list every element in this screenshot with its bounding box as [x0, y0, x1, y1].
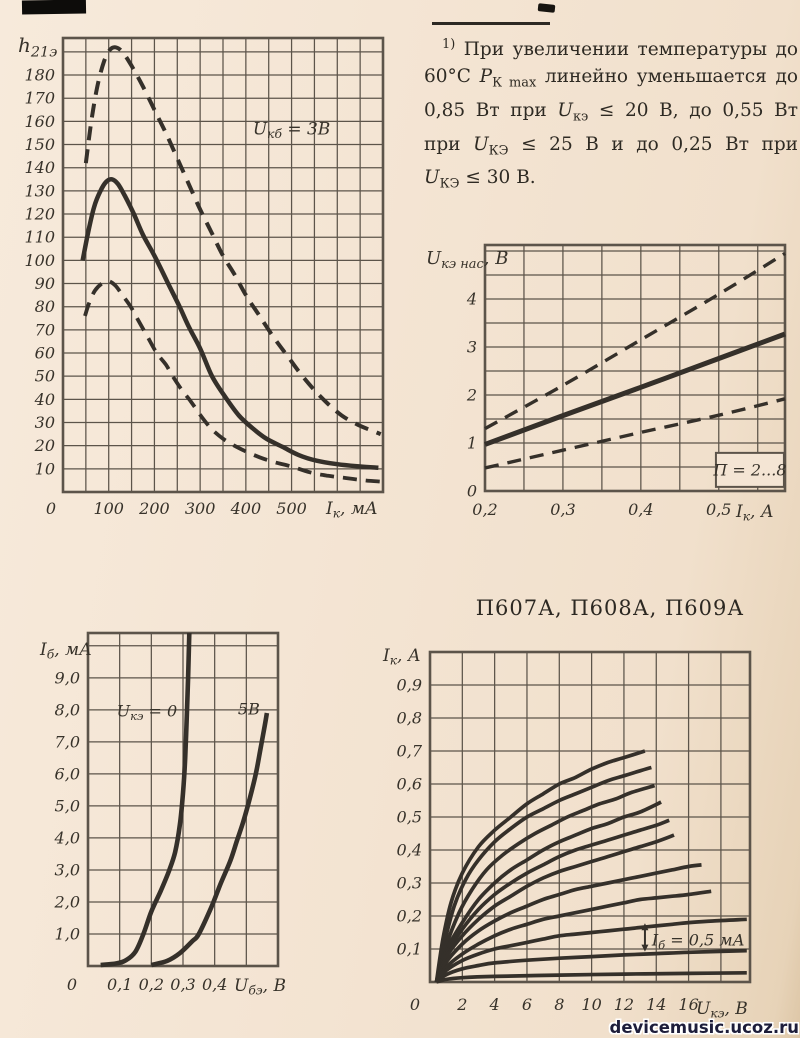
x-tick-label: 0,2	[472, 500, 498, 519]
watermark: devicemusic.ucoz.ru	[609, 1018, 799, 1037]
x-axis-label: $I_к$, мА	[326, 499, 378, 521]
y-tick-label: 0,4	[396, 840, 422, 860]
y-tick-label: 8,0	[54, 700, 80, 720]
curve-min	[85, 281, 381, 481]
chart-ik-vs-uke	[382, 646, 750, 1021]
y-tick-label: 90	[34, 274, 55, 294]
chart-ukenas-vs-ik	[426, 245, 787, 524]
chart-h21e-vs-ik	[18, 33, 383, 521]
x-tick-label: 0	[45, 499, 57, 518]
x-axis-label: $U_{бэ}$, В	[234, 976, 286, 998]
y-tick-label: 0,2	[396, 906, 422, 926]
y-tick-label: 0,3	[396, 873, 422, 893]
y-tick-label: 180	[24, 65, 55, 85]
x-tick-label: 100	[93, 499, 124, 518]
x-tick-label: 0,3	[170, 975, 196, 994]
x-tick-label: 0,2	[138, 975, 165, 994]
annotation-label: $U_{кб} = 3В$	[252, 119, 331, 142]
y-tick-label: 6,0	[54, 764, 80, 784]
y-tick-label: 0	[466, 481, 477, 501]
y-tick-label: 2	[466, 385, 477, 405]
footnote-line: при $U_{КЭ} \le 25$ В и до 0,25 Вт при	[424, 133, 798, 159]
y-tick-label: 1	[466, 433, 477, 453]
x-tick-label: 0,4	[628, 500, 654, 519]
y-tick-label: 0,8	[396, 708, 422, 728]
y-tick-label: 3	[466, 337, 477, 357]
y-tick-label: 80	[34, 297, 55, 317]
y-tick-label: 30	[34, 413, 55, 433]
y-axis-label: $I_б$, мА	[40, 640, 92, 662]
x-axis-label: $U_{кэ}$, В	[696, 999, 748, 1021]
x-tick-label: 0	[409, 995, 421, 1014]
y-tick-label: 5,0	[54, 796, 80, 816]
x-tick-label: 10	[581, 995, 602, 1014]
footnote-line: $U_{КЭ} \le 30$ В.	[424, 167, 536, 192]
y-tick-label: 10	[34, 459, 55, 479]
y-tick-label: 2,0	[54, 892, 80, 912]
x-tick-label: 200	[139, 499, 170, 518]
y-tick-label: 150	[24, 135, 55, 155]
page-title: П607А, П608А, П609А	[475, 596, 745, 620]
annotation-label: $I_б = 0,5$ мА	[651, 930, 745, 952]
y-tick-label: 3,0	[54, 860, 80, 880]
x-tick-label: 0,5	[706, 500, 732, 519]
y-tick-label: 0,5	[396, 807, 422, 827]
x-tick-label: 0,4	[201, 975, 228, 994]
curve-Ib=4.0mA	[436, 786, 654, 982]
y-tick-label: 1,0	[54, 924, 80, 944]
y-tick-label: 4,0	[54, 828, 80, 848]
annotation-label: $U_{кэ} = 0$	[116, 701, 178, 723]
y-tick-label: 7,0	[54, 732, 80, 752]
x-tick-label: 500	[276, 499, 307, 518]
y-tick-label: 110	[24, 227, 55, 247]
y-tick-label: 0,9	[396, 675, 422, 695]
x-tick-label: 12	[613, 995, 635, 1014]
curve-max	[485, 253, 785, 428]
x-axis-label: $I_к$, А	[736, 502, 774, 524]
y-tick-label: 4	[466, 289, 477, 309]
footnote-line: $^{1)}$ При увеличении температуры до	[442, 37, 798, 61]
x-tick-label: 0	[66, 975, 78, 994]
arrow-head-down	[641, 945, 648, 952]
y-tick-label: 140	[24, 158, 55, 178]
y-tick-label: 70	[34, 320, 55, 340]
y-tick-label: 0,7	[396, 741, 422, 761]
y-tick-label: 40	[34, 389, 55, 409]
y-tick-label: 100	[24, 250, 55, 270]
footnote-line: 0,85 Вт при $U_{кэ} \le 20$ В, до 0,55 Вт	[424, 99, 798, 125]
curve-Uke=0	[101, 633, 190, 965]
y-axis-label: $h_{21э}$	[18, 33, 58, 61]
x-tick-label: 14	[646, 995, 667, 1014]
x-tick-label: 300	[184, 499, 216, 518]
x-tick-label: 4	[489, 995, 500, 1014]
x-tick-label: 6	[521, 995, 533, 1014]
x-tick-label: 0,1	[106, 975, 133, 994]
x-tick-label: 400	[230, 499, 262, 518]
footnote-line: 60°C $P_{К max}$ линейно уменьшается до	[424, 66, 798, 91]
x-tick-label: 16	[678, 995, 699, 1014]
y-tick-label: 50	[34, 366, 55, 386]
y-tick-label: 0,1	[396, 939, 422, 959]
x-tick-label: 8	[554, 995, 565, 1014]
x-tick-label: 2	[457, 995, 468, 1014]
curve-typ	[485, 334, 785, 444]
y-tick-label: 130	[24, 181, 55, 201]
y-axis-label: $U_{кэ нас}$, В	[426, 248, 509, 272]
y-tick-label: 120	[24, 204, 55, 224]
y-tick-label: 20	[34, 436, 55, 456]
chart-ib-vs-ube	[39, 633, 286, 998]
curve-typ	[83, 179, 379, 468]
x-tick-label: 0,3	[550, 500, 576, 519]
curve-Uke=5V	[151, 713, 267, 965]
annotation-label: 5В	[237, 699, 260, 719]
annotation-label: П = 2...8	[713, 460, 787, 480]
y-tick-label: 9,0	[54, 668, 80, 688]
y-tick-label: 60	[34, 343, 55, 363]
y-axis-label: $I_к$, А	[383, 646, 421, 668]
y-tick-label: 0,6	[396, 774, 422, 794]
y-tick-label: 170	[24, 88, 55, 108]
y-tick-label: 160	[24, 111, 55, 131]
